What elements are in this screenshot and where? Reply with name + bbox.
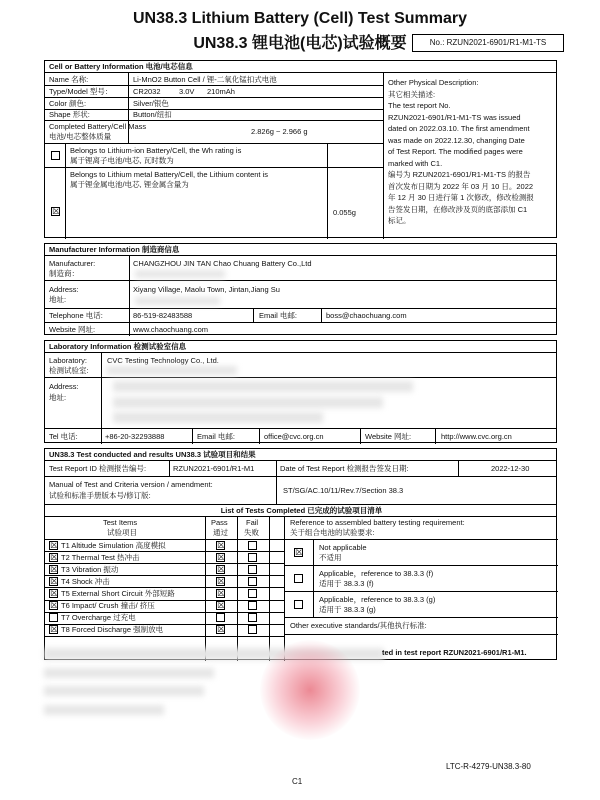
color-label: Color 颜色: xyxy=(49,99,87,108)
shape-label: Shape 形状: xyxy=(49,110,90,119)
laboratory-tel-value: +86-20-32293888 xyxy=(105,432,165,441)
applicable-f-english: Applicable，reference to 38.3.3 (f) xyxy=(319,569,434,578)
test-report-id-value: RZUN2021-6901/R1-M1 xyxy=(173,464,255,473)
laboratory-heading: Laboratory Information 检测试验室信息 xyxy=(45,341,556,353)
test-items-header-chinese: 试验项目 xyxy=(107,528,137,537)
applicable-g-english: Applicable，reference to 38.3.3 (g) xyxy=(319,595,436,604)
test-pass-checkbox[interactable]: ☒ xyxy=(217,563,226,574)
test-item-label: T8 Forced Discharge 强制放电 xyxy=(61,625,164,635)
test-pass-checkbox[interactable]: ☒ xyxy=(217,575,226,586)
manual-label-chinese: 试验和标准手册版本号/修订版: xyxy=(49,491,151,500)
test-done-checkbox[interactable] xyxy=(49,613,58,622)
manual-label-english: Manual of Test and Criteria version / amendment: xyxy=(49,480,213,489)
not-applicable-checkbox[interactable]: ☒ xyxy=(295,547,304,557)
other-physical-description: Other Physical Description: 其它相关描述: The test report No. RZUN2021-6901/R1-M1-TS was issued dated on 2022.03.10. The first amendment was made on 2022.12.30, changing Date of Test Report. The modified pages were marked with C1. 编号为 RZUN2021-6901/R1-M1-TS 的报告 首次发布日期为 2022 年 03 月 10 日。2022 年 12 月 30 日进行第 1 次修改，修改检测报 告签发日期，在修改涉及页的底部添加 C1 标记。 xyxy=(388,78,534,225)
lithium-metal-label-chinese: 属于锂金属电池/电芯, 锂金属含量为 xyxy=(70,180,189,189)
test-item-label: T5 External Short Circuit 外部短路 xyxy=(61,588,175,598)
pass-header-english: Pass xyxy=(211,518,228,527)
test-fail-checkbox[interactable] xyxy=(248,625,257,634)
document-title-chinese: UN38.3 锂电池(电芯)试验概要 xyxy=(193,35,407,52)
test-done-checkbox[interactable]: ☒ xyxy=(50,563,59,574)
lithium-metal-checkbox[interactable]: ☒ xyxy=(52,206,61,216)
manual-value: ST/SG/AC.10/11/Rev.7/Section 38.3 xyxy=(283,486,404,495)
manufacturer-label-chinese: 制造商： xyxy=(49,269,79,278)
document-title-english: UN38.3 Lithium Battery (Cell) Test Summary xyxy=(132,10,467,27)
report-number-box: No.: RZUN2021-6901/R1-M1-TS xyxy=(412,34,564,52)
laboratory-address-label-english: Address: xyxy=(49,382,79,391)
test-fail-checkbox[interactable] xyxy=(248,589,257,598)
test-item-label: T6 Impact/ Crush 撞击/ 挤压 xyxy=(61,601,155,610)
shape-value: Button/纽扣 xyxy=(133,110,172,119)
manufacturer-email-value[interactable]: boss@chaochuang.com xyxy=(326,311,407,320)
test-item-label: T4 Shock 冲击 xyxy=(61,576,110,586)
model-label: Type/Model 型号： xyxy=(49,87,113,96)
test-report-date-label: Date of Test Report 检测报告签发日期: xyxy=(280,464,409,473)
applicable-g-chinese: 适用于 38.3.3 (g) xyxy=(319,605,376,614)
test-fail-checkbox[interactable] xyxy=(248,577,257,586)
applicable-f-chinese: 适用于 38.3.3 (f) xyxy=(319,579,374,588)
reference-label-chinese: 关于组合电池的试验要求: xyxy=(290,528,375,537)
name-value: Li-MnO2 Button Cell / 锂-二氧化锰扣式电池 xyxy=(133,75,277,84)
fail-header-english: Fail xyxy=(246,518,259,527)
color-value: Silver/银色 xyxy=(133,99,169,108)
capacity-value: 210mAh xyxy=(207,87,235,96)
laboratory-website-value[interactable]: http://www.cvc.org.cn xyxy=(441,432,512,441)
test-fail-checkbox[interactable] xyxy=(248,553,257,562)
test-done-checkbox[interactable]: ☒ xyxy=(50,587,59,598)
voltage-value: 3.0V xyxy=(179,87,195,96)
laboratory-address-label-chinese: 地址: xyxy=(49,393,67,402)
not-applicable-english: Not applicable xyxy=(319,543,367,552)
manufacturer-email-label: Email 电邮: xyxy=(259,311,297,320)
laboratory-label-chinese: 检测试验室: xyxy=(49,366,89,375)
test-pass-checkbox[interactable] xyxy=(216,613,225,622)
other-executive-standards: Other executive standards/其他执行标准: xyxy=(290,621,427,630)
reference-label-english: Reference to assembled battery testing requirement: xyxy=(290,518,465,527)
test-pass-checkbox[interactable]: ☒ xyxy=(217,539,226,550)
laboratory-email-label: Email 电邮: xyxy=(197,432,235,441)
manufacturer-heading: Manufacturer Information 制造商信息 xyxy=(45,244,556,256)
test-pass-checkbox[interactable]: ☒ xyxy=(217,551,226,562)
manufacturer-section xyxy=(44,243,557,335)
not-applicable-chinese: 不适用 xyxy=(319,553,342,562)
test-item-label: T1 Altitude Simulation 高度模拟 xyxy=(61,540,166,550)
manufacturer-label-english: Manufacturer: xyxy=(49,259,96,268)
cell-information-heading: Cell or Battery Information 电池/电芯信息 xyxy=(45,61,556,73)
test-fail-checkbox[interactable] xyxy=(248,601,257,610)
laboratory-value: CVC Testing Technology Co., Ltd. xyxy=(107,356,219,365)
laboratory-email-value[interactable]: office@cvc.org.cn xyxy=(264,432,324,441)
test-item-label: T7 Overcharge 过充电 xyxy=(61,613,136,623)
name-label: Name 名称: xyxy=(49,75,89,84)
test-pass-checkbox[interactable]: ☒ xyxy=(217,587,226,598)
test-item-label: T3 Vibration 振动 xyxy=(61,564,119,574)
manufacturer-telephone-value: 86-519-82483588 xyxy=(133,311,193,320)
test-done-checkbox[interactable]: ☒ xyxy=(50,600,59,610)
test-report-date-value: 2022-12-30 xyxy=(491,464,530,473)
mass-value: 2.826g ~ 2.966 g xyxy=(251,127,308,136)
test-pass-checkbox[interactable]: ☒ xyxy=(217,624,226,635)
mass-label-english: Completed Battery/Cell Mass xyxy=(49,122,147,131)
manufacturer-address-label-chinese: 地址: xyxy=(49,295,67,304)
test-results-section xyxy=(44,448,557,660)
applicable-g-checkbox[interactable] xyxy=(294,600,303,609)
pass-header-chinese: 通过 xyxy=(213,528,228,537)
laboratory-section xyxy=(44,340,557,443)
lithium-content-value: 0.055g xyxy=(333,208,356,217)
test-report-id-label: Test Report ID 检测报告编号: xyxy=(49,464,147,473)
applicable-f-checkbox[interactable] xyxy=(294,574,303,583)
test-done-checkbox[interactable]: ☒ xyxy=(50,551,59,562)
manufacturer-website-label: Website 网址: xyxy=(49,325,96,334)
manufacturer-website-value[interactable]: www.chaochuang.com xyxy=(133,325,209,334)
lithium-ion-label-english: Belongs to Lithium-ion Battery/Cell, the Wh rating is xyxy=(70,146,242,155)
test-fail-checkbox[interactable] xyxy=(248,613,257,622)
cell-information-section xyxy=(44,60,557,238)
test-fail-checkbox[interactable] xyxy=(248,541,257,550)
list-of-tests-title: List of Tests Completed 已完成的试验项目清单 xyxy=(220,506,383,515)
model-value: CR2032 xyxy=(133,87,161,96)
document-code: LTC-R-4279-UN38.3-80 xyxy=(446,762,531,771)
test-results-heading: UN38.3 Test conducted and results UN38.3 试验项目和结果 xyxy=(45,449,556,461)
lithium-ion-checkbox[interactable] xyxy=(51,151,60,160)
manufacturer-address-label-english: Address: xyxy=(49,285,79,294)
manufacturer-value: CHANGZHOU JIN TAN Chao Chuang Battery Co.,Ltd xyxy=(133,259,312,268)
page-mark: C1 xyxy=(292,777,303,786)
test-fail-checkbox[interactable] xyxy=(248,565,257,574)
test-pass-checkbox[interactable]: ☒ xyxy=(217,600,226,610)
test-done-checkbox[interactable]: ☒ xyxy=(50,575,59,586)
red-seal-stamp xyxy=(260,640,360,740)
laboratory-label-english: Laboratory: xyxy=(49,356,87,365)
laboratory-website-label: Website 网址: xyxy=(365,432,412,441)
mass-label-chinese: 电池/电芯整体质量 xyxy=(49,132,112,141)
laboratory-tel-label: Tel 电话: xyxy=(49,432,78,441)
bottom-note-visible: ted in test report RZUN2021-6901/R1-M1. xyxy=(382,648,527,657)
fail-header-chinese: 失败 xyxy=(244,528,259,537)
test-done-checkbox[interactable]: ☒ xyxy=(50,539,59,550)
test-item-label: T2 Thermal Test 热冲击 xyxy=(61,552,140,562)
test-done-checkbox[interactable]: ☒ xyxy=(50,624,59,635)
lithium-metal-label-english: Belongs to Lithium metal Battery/Cell, the Lithium content is xyxy=(70,170,269,179)
manufacturer-telephone-label: Telephone 电话: xyxy=(49,311,103,320)
test-items-header-english: Test Items xyxy=(103,518,138,527)
manufacturer-address-value: Xiyang Village, Maolu Town, Jintan,Jiang Su xyxy=(133,285,280,294)
lithium-ion-label-chinese: 属于锂离子电池/电芯, 瓦时数为 xyxy=(70,156,174,165)
